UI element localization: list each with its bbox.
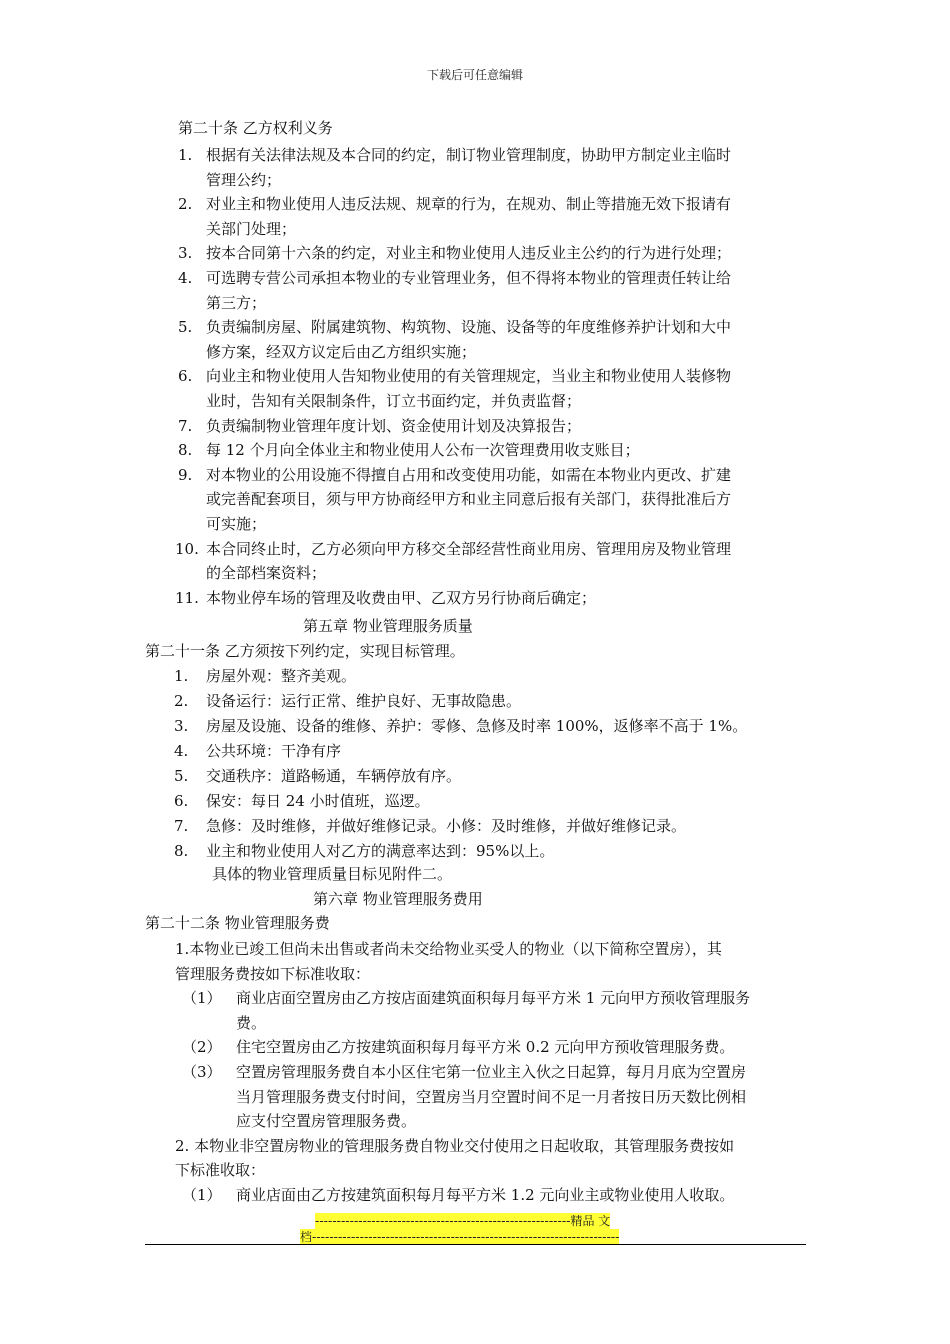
sub-item-text: 商业店面由乙方按建筑面积每月每平方米 1.2 元向业主或物业使用人收取。 [236,1186,735,1204]
article-22-title: 第二十二条 物业管理服务费 [145,914,330,932]
paragraph-line: 2. 本物业非空置房物业的管理服务费自物业交付使用之日起收取，其管理服务费按如 [175,1136,735,1155]
list-item-number: 6. [174,792,189,810]
page-header: 下载后可任意编辑 [426,68,523,82]
list-item-number: 5. [178,318,193,337]
list-item-number: 11. [175,588,199,607]
sub-item-text: 当月管理服务费支付时间，空置房当月空置时间不足一月者按日历天数比例相 [236,1087,747,1106]
sub-item-number: （1） [182,1186,222,1204]
list-item-number: 1. [174,667,189,685]
list-item-text: 可实施； [206,515,267,533]
list-item-text: 每 12 个月向全体业主和物业使用人公布一次管理费用收支账目； [206,441,640,460]
paragraph-line: 下标准收取： [175,1161,266,1180]
footer-rule [145,1244,806,1245]
list-item-text: 按本合同第十六条的约定，对业主和物业使用人违反业主公约的行为进行处理； [206,244,732,263]
list-item-number: 6. [178,367,193,386]
list-item-text: 对业主和物业使用人违反法规、规章的行为，在规劝、制止等措施无效下报请有 [206,195,732,214]
article-20-title: 第二十条 乙方权利义务 [178,119,333,137]
sub-item-text: 费。 [236,1013,267,1032]
list-item-text: 业时，告知有关限制条件，订立书面约定，并负责监督； [206,392,582,410]
list-item-text: 本合同终止时，乙方必须向甲方移交全部经营性商业用房、管理用房及物业管理 [206,539,732,558]
list-item-text: 第三方； [206,293,267,312]
list-item-number: 4. [174,742,189,760]
list-item-number: 3. [174,717,189,735]
sub-item-number: （1） [182,989,222,1008]
sub-item-text: 空置房管理服务费自本小区住宅第一位业主入伙之日起算，每月月底为空置房 [236,1063,747,1081]
list-item-text: 负责编制房屋、附属建筑物、构筑物、设施、设备等的年度维修养护计划和大中 [206,318,732,337]
footer-watermark-line1: -----------------------------------------------------------精品 文 [315,1214,611,1228]
list-item-number: 8. [178,441,193,460]
list-item-number: 9. [178,465,193,484]
list-item-number: 10. [175,539,199,558]
list-item-text: 对本物业的公用设施不得擅自占用和改变使用功能，如需在本物业内更改、扩建 [206,465,732,484]
paragraph-line: 1.本物业已竣工但尚未出售或者尚未交给物业买受人的物业（以下简称空置房），其 [175,940,722,958]
list-item-number: 5. [174,767,189,785]
paragraph-line: 管理服务费按如下标准收取： [175,964,371,983]
list-item-number: 2. [174,692,189,710]
list-item-number: 2. [178,195,193,214]
list-item-number: 4. [178,269,193,287]
article-21-title: 第二十一条 乙方须按下列约定，实现目标管理。 [145,642,465,660]
sub-item-number: （3） [182,1063,222,1081]
list-item-text: 公共环境：干净有序 [206,742,342,760]
list-item-text: 根据有关法律法规及本合同的约定，制订物业管理制度，协助甲方制定业主临时 [206,146,732,164]
sub-item-number: （2） [182,1038,222,1057]
list-item-text: 管理公约； [206,170,282,189]
list-item-text: 交通秩序：道路畅通，车辆停放有序。 [206,767,462,785]
list-item-text: 设备运行：运行正常、维护良好、无事故隐患。 [206,692,522,710]
list-item-number: 7. [174,817,189,835]
list-item-number: 1. [178,146,193,164]
sub-item-text: 商业店面空置房由乙方按店面建筑面积每月每平方米 1 元向甲方预收管理服务 [236,989,751,1008]
list-item-text: 急修：及时维修，并做好维修记录。小修：及时维修，并做好维修记录。 [206,817,687,835]
list-item-text: 可选聘专营公司承担本物业的专业管理业务，但不得将本物业的管理责任转让给 [206,269,732,287]
chapter-5-heading: 第五章 物业管理服务质量 [303,617,473,635]
list-item-text: 本物业停车场的管理及收费由甲、乙双方另行协商后确定； [206,588,597,607]
list-item-text: 的全部档案资料； [206,564,327,583]
footer-watermark-line2: 档----------------------------------------------------------------------- [300,1230,620,1244]
list-item-text: 或完善配套项目，须与甲方协商经甲方和业主同意后报有关部门，获得批准后方 [206,490,732,509]
list-item-text: 房屋及设施、设备的维修、养护：零修、急修及时率 100%，返修率不高于 1%。 [206,717,748,735]
list-item-text: 业主和物业使用人对乙方的满意率达到：95%以上。 [206,842,555,860]
list-item-text: 向业主和物业使用人告知物业使用的有关管理规定，当业主和物业使用人装修物 [206,367,732,386]
chapter-6-heading: 第六章 物业管理服务费用 [313,890,483,908]
sub-item-text: 住宅空置房由乙方按建筑面积每月每平方米 0.2 元向甲方预收管理服务费。 [236,1038,735,1057]
list-item-number: 8. [174,842,189,860]
list-item-text: 修方案，经双方议定后由乙方组织实施； [206,342,477,361]
list-item-text: 负责编制物业管理年度计划、资金使用计划及决算报告； [206,416,582,435]
list-item-text: 房屋外观：整齐美观。 [206,667,357,685]
sub-item-text: 应支付空置房管理服务费。 [236,1112,417,1131]
list-item-text: 保安：每日 24 小时值班，巡逻。 [206,792,430,810]
list-item-number: 3. [178,244,193,263]
list-item-number: 7. [178,416,193,435]
article-21-note: 具体的物业管理质量目标见附件二。 [212,865,453,883]
list-item-text: 关部门处理； [206,219,297,238]
